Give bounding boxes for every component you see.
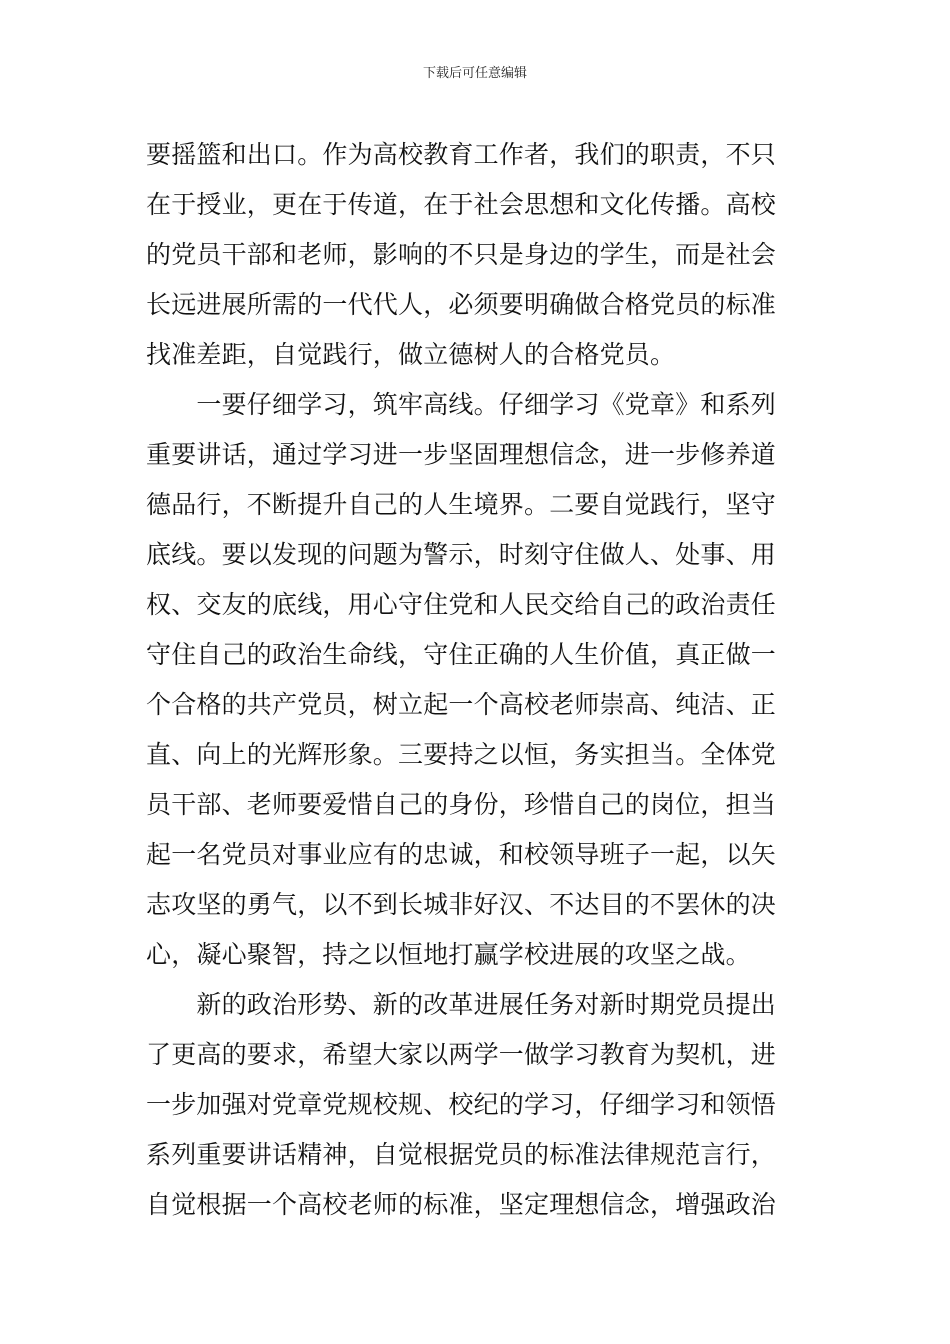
text-line: 个合格的共产党员，树立起一个高校老师崇高、纯洁、正 <box>146 690 777 719</box>
text-line: 起一名党员对事业应有的忠诚，和校领导班子一起，以矢 <box>146 840 777 869</box>
paragraph-2 <box>146 380 810 980</box>
text-line: 长远进展所需的一代代人，必须要明确做合格党员的标准 <box>146 290 777 319</box>
text-line: 权、交友的底线，用心守住党和人民交给自己的政治责任 <box>146 590 777 619</box>
text-line: 员干部、老师要爱惜自己的身份，珍惜自己的岗位，担当 <box>146 790 777 819</box>
paragraph-3 <box>146 980 810 1230</box>
text-line: 要摇篮和出口。作为高校教育工作者，我们的职责，不只 <box>146 140 777 169</box>
text-line: 找准差距，自觉践行，做立德树人的合格党员。 <box>146 340 676 369</box>
text-line: 了更高的要求，希望大家以两学一做学习教育为契机，进 <box>146 1040 777 1069</box>
text-line: 直、向上的光辉形象。三要持之以恒，务实担当。全体党 <box>146 740 777 769</box>
text-line: 新的政治形势、新的改革进展任务对新时期党员提出 <box>146 990 777 1019</box>
page-header: 下载后可任意编辑 <box>422 66 527 81</box>
text-line: 重要讲话，通过学习进一步坚固理想信念，进一步修养道 <box>146 440 777 469</box>
text-line: 志攻坚的勇气，以不到长城非好汉、不达目的不罢休的决 <box>146 890 777 919</box>
text-line: 系列重要讲话精神，自觉根据党员的标准法律规范言行， <box>146 1140 777 1169</box>
text-line: 一步加强对党章党规校规、校纪的学习，仔细学习和领悟 <box>146 1090 777 1119</box>
text-line: 心，凝心聚智，持之以恒地打赢学校进展的攻坚之战。 <box>146 940 751 969</box>
text-line: 德品行，不断提升自己的人生境界。二要自觉践行，坚守 <box>146 490 777 519</box>
text-line: 在于授业，更在于传道，在于社会思想和文化传播。高校 <box>146 190 777 219</box>
text-line: 的党员干部和老师，影响的不只是身边的学生，而是社会 <box>146 240 777 269</box>
text-line: 守住自己的政治生命线，守住正确的人生价值，真正做一 <box>146 640 777 669</box>
document-body <box>146 130 810 1230</box>
text-line: 底线。要以发现的问题为警示，时刻守住做人、处事、用 <box>146 540 777 569</box>
text-line: 一要仔细学习，筑牢高线。仔细学习《党章》和系列 <box>146 390 777 419</box>
text-line: 自觉根据一个高校老师的标准，坚定理想信念，增强政治 <box>146 1190 777 1219</box>
paragraph-1 <box>146 130 810 380</box>
